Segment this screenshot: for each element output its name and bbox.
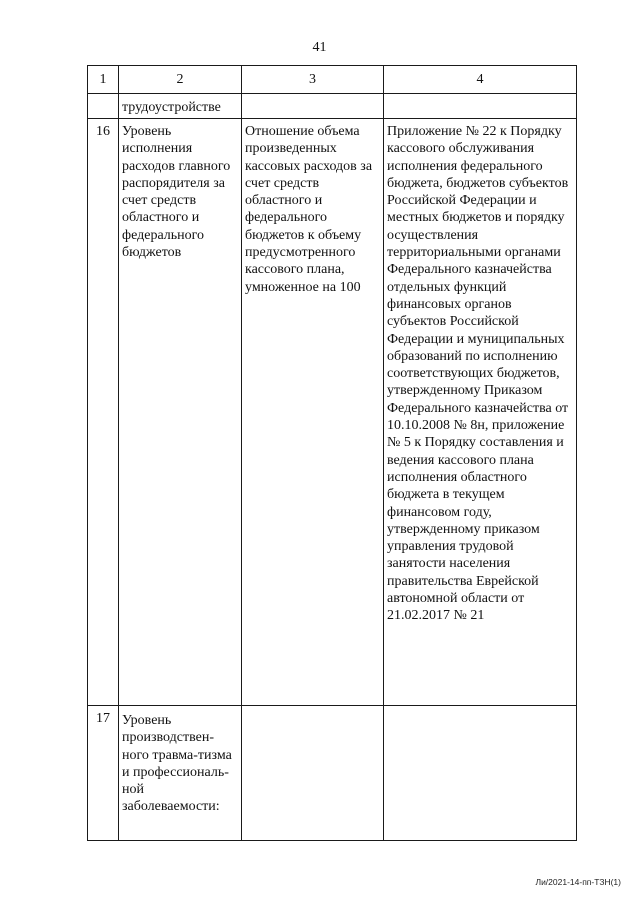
cell-num: 17 xyxy=(88,706,119,841)
document-code: Ли/2021-14-пп-ТЗН(1) xyxy=(535,877,621,887)
table-row xyxy=(88,119,577,706)
cell-formula: Отношение объема произведенных кассовых расходов за счет средств областного и федерального бюджетов к объему предусмотренного кассового плана, умноженное на 100 xyxy=(242,119,384,706)
header-cell-1: 1 xyxy=(88,66,119,94)
cell-indicator: трудоустройстве xyxy=(119,94,242,119)
cell-formula xyxy=(242,706,384,841)
header-cell-3: 3 xyxy=(242,66,384,94)
cell-source: Приложение № 22 к Порядку кассового обслуживания исполнения федерального бюджета, бюджетов субъектов Российской Федерации и местных бюджетов и порядку осуществления территориальными органами Федерального казначейства отдельных функций финансовых органов субъектов Российской Федерации и муниципальных образований по исполнению соответствующих бюджетов, утвержденному Приказом Федерального казначейства от 10.10.2008 № 8н, приложение № 5 к Порядку составления и ведения кассового плана исполнения областного бюджета в текущем финансовом году, утвержденному приказом управления трудовой занятости населения правительства Еврейской автономной области от 21.02.2017 № 21 xyxy=(384,119,577,706)
table-header-row xyxy=(88,66,577,94)
header-cell-4: 4 xyxy=(384,66,577,94)
cell-indicator: Уровень исполнения расходов главного распорядителя за счет средств областного и федерального бюджетов xyxy=(119,119,242,706)
cell-formula xyxy=(242,94,384,119)
indicators-table xyxy=(87,65,577,841)
table-row xyxy=(88,706,577,841)
page-number: 41 xyxy=(312,40,327,55)
cell-indicator: Уровень производствен-ного травма-тизма и профессиональ-ной заболеваемости: xyxy=(119,706,242,841)
cell-num xyxy=(88,94,119,119)
cell-source xyxy=(384,94,577,119)
cell-source xyxy=(384,706,577,841)
header-cell-2: 2 xyxy=(119,66,242,94)
cell-num: 16 xyxy=(88,119,119,706)
table-row-continuation xyxy=(88,94,577,119)
